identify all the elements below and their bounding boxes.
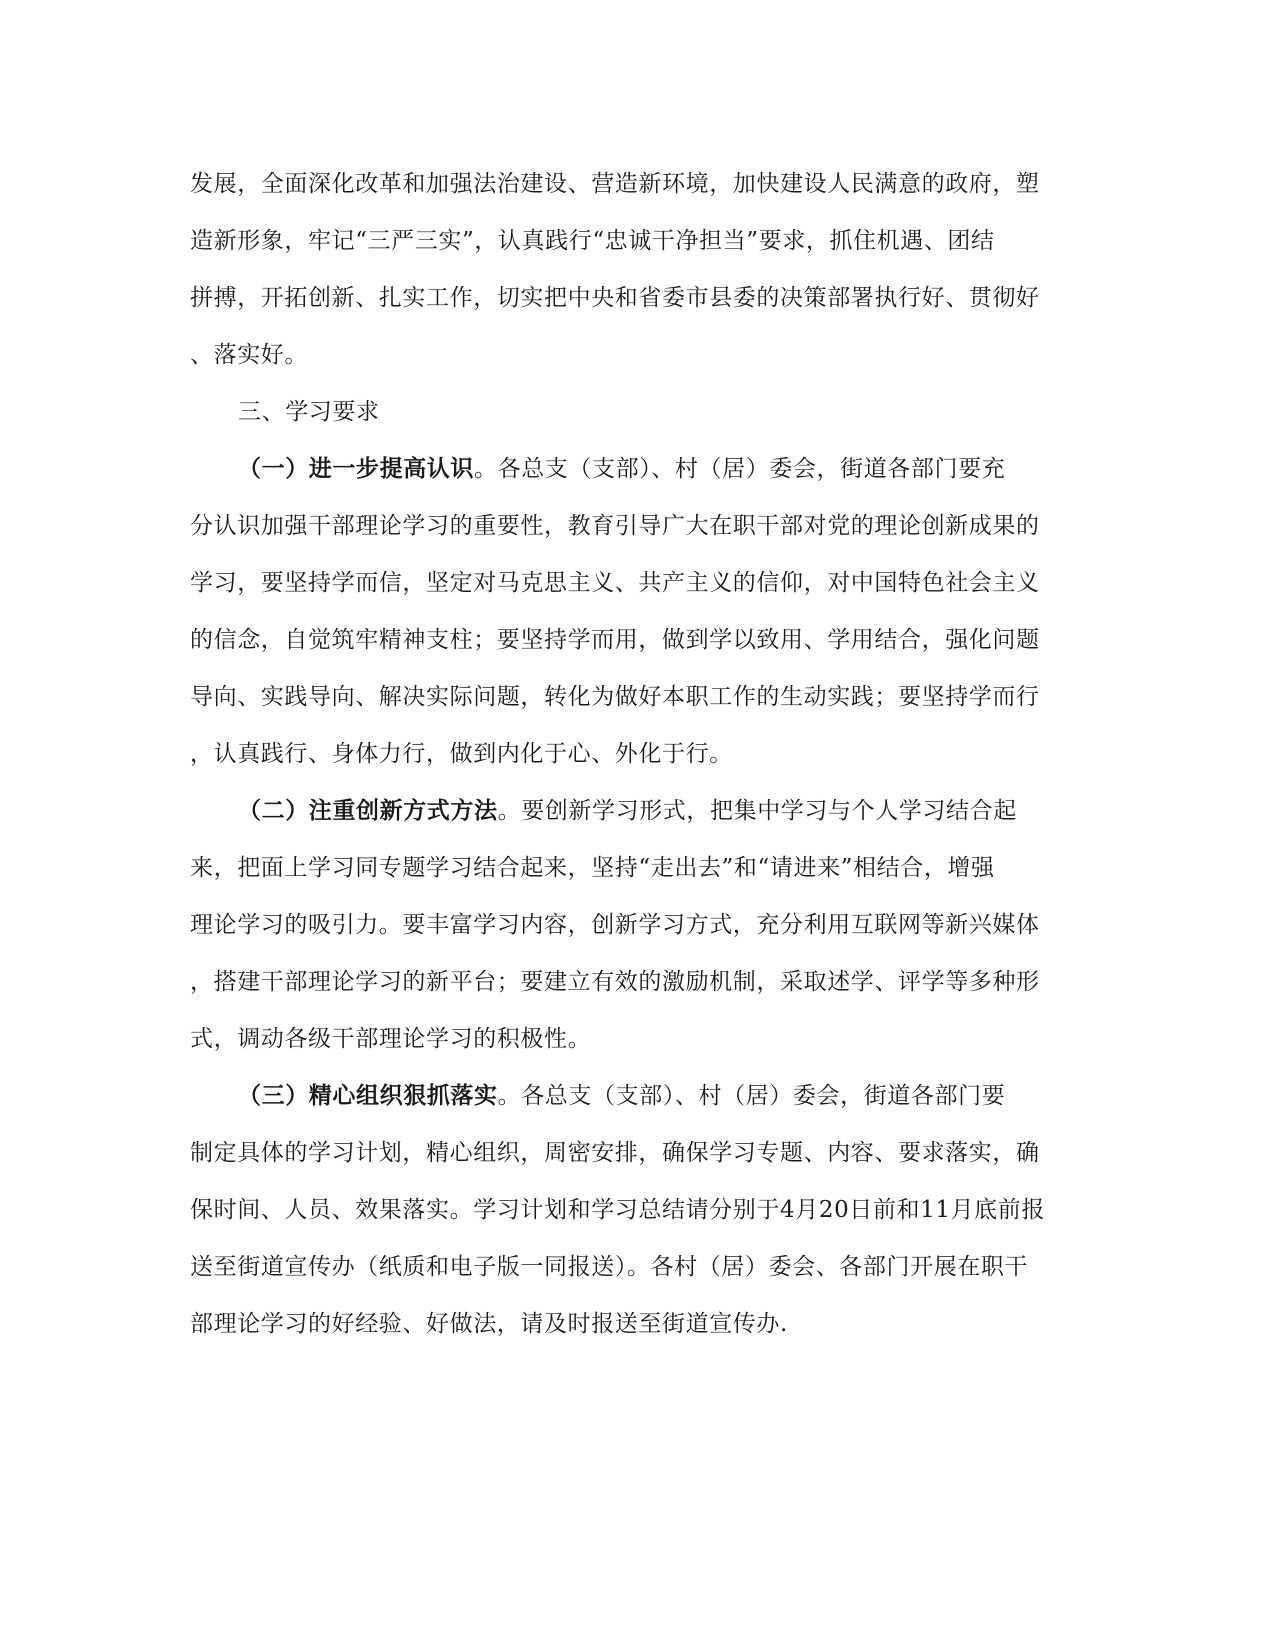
paragraph-line: ，认真践行、身体力行，做到内化于心、外化于行。 xyxy=(190,741,733,767)
item1-title: （一）进一步提高认识 xyxy=(238,455,474,482)
item3-title: （三）精心组织狠抓落实 xyxy=(238,1082,498,1109)
paragraph-line: 式，调动各级干部理论学习的积极性。 xyxy=(190,1026,592,1052)
item1-first-line-text: 。各总支（支部）、村（居）委会，街道各部门要充 xyxy=(474,456,1006,482)
paragraph-line: 拼搏，开拓创新、扎实工作，切实把中央和省委市县委的决策部署执行好、贯彻好 xyxy=(190,285,1040,311)
item3-first-line-text: 。各总支（支部）、村（居）委会，街道各部门要 xyxy=(497,1083,1006,1109)
paragraph-line: 导向、实践导向、解决实际问题，转化为做好本职工作的生动实践；要坚持学而行 xyxy=(190,684,1040,710)
paragraph-line: ，搭建干部理论学习的新平台；要建立有效的激励机制，采取述学、评学等多种形 xyxy=(190,969,1040,995)
paragraph-line: 理论学习的吸引力。要丰富学习内容，创新学习方式，充分利用互联网等新兴媒体 xyxy=(190,912,1040,938)
paragraph-line: 制定具体的学习计划，精心组织，周密安排，确保学习专题、内容、要求落实，确 xyxy=(190,1140,1040,1166)
paragraph-line: 送至街道宣传办（纸质和电子版一同报送）。各村（居）委会、各部门开展在职干 xyxy=(190,1254,1029,1280)
item2-title: （二）注重创新方式方法 xyxy=(238,797,498,824)
paragraph-line: 部理论学习的好经验、好做法，请及时报送至街道宣传办. xyxy=(190,1311,788,1337)
item3-first-line xyxy=(238,1081,1138,1111)
paragraph-line: 保时间、人员、效果落实。学习计划和学习总结请分别于4月20日前和11月底前报 xyxy=(190,1197,1045,1223)
item2-first-line xyxy=(238,796,1138,826)
paragraph-line: 学习，要坚持学而信，坚定对马克思主义、共产主义的信仰，对中国特色社会主义 xyxy=(190,570,1040,596)
paragraph-line: 造新形象，牢记“三严三实”，认真践行“忠诚干净担当”要求，抓住机遇、团结 xyxy=(190,228,995,254)
paragraph-line: 发展，全面深化改革和加强法治建设、营造新环境，加快建设人民满意的政府，塑 xyxy=(190,171,1040,197)
paragraph-line: 的信念，自觉筑牢精神支柱；要坚持学而用，做到学以致用、学用结合，强化问题 xyxy=(190,627,1040,653)
paragraph-line: 来，把面上学习同专题学习结合起来，坚持“走出去”和“请进来”相结合，增强 xyxy=(190,855,995,881)
item1-first-line xyxy=(238,454,1138,484)
paragraph-line: 分认识加强干部理论学习的重要性，教育引导广大在职干部对党的理论创新成果的 xyxy=(190,513,1040,539)
section-heading: 三、学习要求 xyxy=(238,399,380,425)
paragraph-line: 、落实好。 xyxy=(190,342,308,368)
item2-first-line-text: 。要创新学习形式，把集中学习与个人学习结合起 xyxy=(497,798,1017,824)
